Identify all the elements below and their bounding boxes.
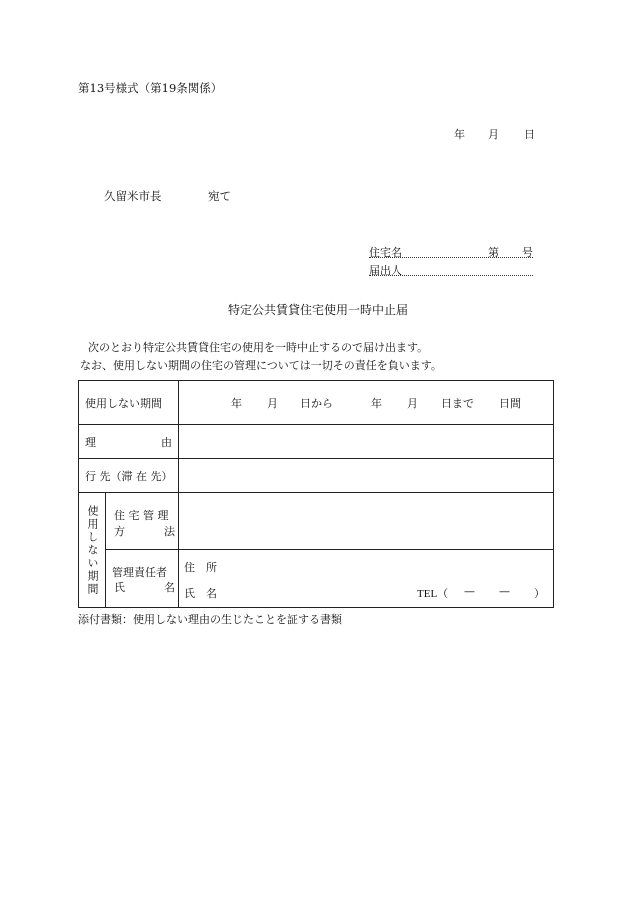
date-year-label: 年 <box>454 128 465 141</box>
unused-period-vertical: 使用しない期間 <box>86 504 99 596</box>
period-month-2: 月 <box>407 397 418 410</box>
period-label: 使用しない期間 <box>85 397 162 410</box>
period-year-1: 年 <box>231 397 242 410</box>
period-label-cell <box>79 381 179 425</box>
destination-label-cell <box>79 459 179 493</box>
form-title: 特定公共賃貸住宅使用一時中止届 <box>228 303 409 317</box>
manager-value-cell[interactable] <box>179 550 554 608</box>
reason-value-cell[interactable] <box>179 425 554 459</box>
housing-number-prefix: 第 <box>488 246 499 259</box>
application-table <box>78 380 554 608</box>
period-days: 日間 <box>499 397 521 410</box>
manager-name-label: 氏 名 <box>184 587 217 600</box>
form-number: 第13号様式（第19条関係） <box>78 81 223 95</box>
housing-name-underline <box>369 257 533 258</box>
tel-label: TEL（ <box>417 588 449 600</box>
management-method-row <box>79 493 554 550</box>
housing-number-suffix: 号 <box>522 246 533 259</box>
intro-line-1: 次のとおり特定公共賃貸住宅の使用を一時中止するので届け出ます。 <box>88 341 429 354</box>
date-month-label: 月 <box>488 128 499 141</box>
tel-dash-2: — <box>499 585 510 598</box>
management-method-label-b2: 法 <box>164 525 175 538</box>
period-month-1: 月 <box>267 397 278 410</box>
manager-row <box>79 550 554 608</box>
intro-line-2: なお、使用しない期間の住宅の管理については一切その責任を負います。 <box>80 359 442 372</box>
management-method-label-b1: 方 <box>114 525 125 538</box>
addressee-suffix: 宛て <box>208 189 231 203</box>
reason-row <box>79 425 554 459</box>
applicant-label: 届出人 <box>369 264 402 277</box>
destination-label: 行 先（滞 在 先） <box>85 470 173 483</box>
period-until: 日まで <box>441 397 474 410</box>
manager-label-b2: 名 <box>164 581 175 594</box>
destination-row <box>79 459 554 493</box>
destination-value-cell[interactable] <box>179 459 554 493</box>
manager-label-a: 管理責任者 <box>112 566 167 579</box>
management-method-label-cell <box>106 493 179 550</box>
management-method-label-a: 住 宅 管 理 <box>114 509 169 522</box>
manager-label-b1: 氏 <box>114 581 125 594</box>
reason-label-cell <box>79 425 179 459</box>
housing-name-label: 住宅名 <box>369 246 402 259</box>
unused-period-cell <box>79 493 106 608</box>
management-method-value-cell[interactable] <box>179 493 554 550</box>
period-row <box>79 381 554 425</box>
period-year-2: 年 <box>371 397 382 410</box>
period-value-cell[interactable] <box>179 381 554 425</box>
applicant-underline <box>369 275 533 276</box>
manager-address-label: 住 所 <box>184 561 217 574</box>
tel-dash-1: — <box>464 585 475 598</box>
reason-label-a: 理 <box>85 436 96 449</box>
reason-label-b: 由 <box>161 436 172 449</box>
tel-close: ） <box>534 587 545 600</box>
attachment-note: 添付書類：使用しない理由の生じたことを証する書類 <box>78 613 342 626</box>
date-day-label: 日 <box>524 128 535 141</box>
manager-label-cell <box>106 550 179 608</box>
addressee-name: 久留米市長 <box>104 189 162 203</box>
period-from: 日から <box>300 397 333 410</box>
